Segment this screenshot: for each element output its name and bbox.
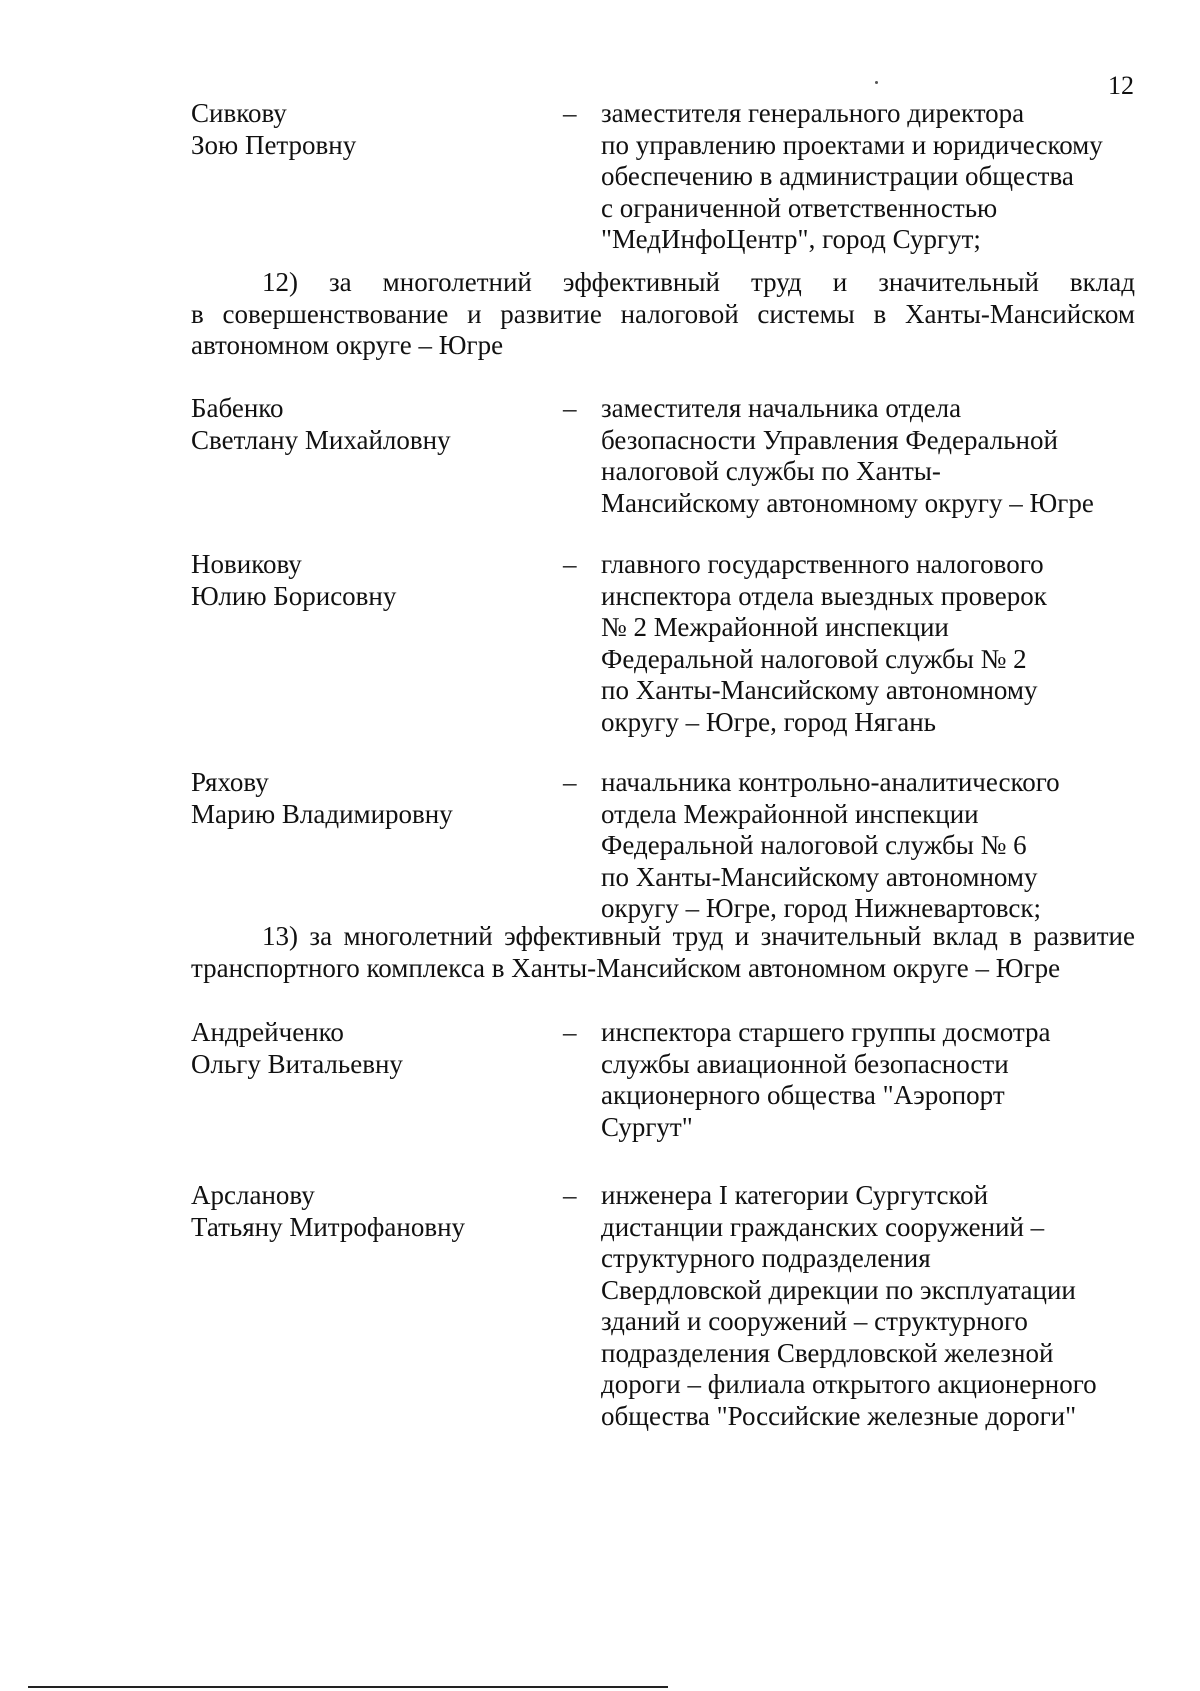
dash-separator: – [563,98,577,128]
recipient-name [191,393,531,456]
scan-speck [875,81,878,84]
position-line: заместителя начальника отдела [601,393,962,423]
dash-separator: – [563,1017,577,1047]
position-line: заместителя генерального директора [601,98,1025,128]
position-line: структурного подразделения [601,1243,931,1273]
position-line: Свердловской дирекции по эксплуатации [601,1274,1076,1305]
section-13-heading [191,921,1135,984]
position-line: округу – Югре, город Нижневартовск; [601,893,1041,923]
position-line: "МедИнфоЦентр", город Сургут; [601,224,981,254]
position-line: начальника контрольно-аналитического [601,767,1060,797]
recipient-surname: Бабенко [191,393,284,423]
position-line: № 2 Межрайонной инспекции [601,612,949,642]
position-line: подразделения Свердловской железной [601,1337,1054,1368]
section-12-line-3: автономном округе – Югре [191,330,504,360]
position-line: акционерного общества "Аэропорт [601,1080,1005,1110]
recipient-given-names: Марию Владимировну [191,798,453,829]
page-number: 12 [1108,71,1134,100]
dash-separator: – [563,1180,577,1210]
position-line: Сургут" [601,1111,693,1142]
position-line: налоговой службы по Ханты- [601,456,941,486]
position-line: отдела Межрайонной инспекции [601,798,979,829]
recipient-position [601,1180,1161,1432]
recipient-surname: Сивкову [191,98,287,128]
recipient-name [191,98,531,161]
position-line: службы авиационной безопасности [601,1048,1009,1079]
section-13-line-1: 13) за многолетний эффективный труд и значительный вклад в развитие [262,921,1135,951]
recipient-surname: Андрейченко [191,1017,344,1047]
position-line: безопасности Управления Федеральной [601,424,1058,455]
position-line: по Ханты-Мансийскому автономному [601,675,1038,705]
position-line: инженера I категории Сургутской [601,1180,989,1210]
recipient-name [191,1017,531,1080]
section-12-line-1: 12) за многолетний эффективный труд и значительный вклад [262,267,1135,297]
position-line: инспектора старшего группы досмотра [601,1017,1051,1047]
position-line: обеспечению в администрации общества [601,161,1074,191]
recipient-position [601,393,1161,519]
position-line: дороги – филиала открытого акционерного [601,1369,1097,1399]
section-13-line-2: транспортного комплекса в Ханты-Мансийском автономном округе – Югре [191,952,1061,983]
recipient-name [191,767,531,830]
section-12-line-2: в совершенствование и развитие налоговой системы в Ханты-Мансийском [191,298,1135,329]
recipient-given-names: Зою Петровну [191,129,357,160]
recipient-given-names: Татьяну Митрофановну [191,1211,466,1242]
section-12-heading [191,267,1135,362]
position-line: Мансийскому автономному округу – Югре [601,487,1094,518]
recipient-given-names: Юлию Борисовну [191,580,397,611]
recipient-position [601,98,1161,256]
recipient-position [601,1017,1161,1143]
recipient-surname: Арсланову [191,1180,315,1210]
recipient-name [191,549,531,612]
dash-separator: – [563,767,577,797]
position-line: дистанции гражданских сооружений – [601,1211,1045,1242]
dash-separator: – [563,393,577,423]
position-line: Федеральной налоговой службы № 2 [601,643,1027,674]
recipient-position [601,549,1161,738]
position-line: Федеральной налоговой службы № 6 [601,830,1027,860]
footer-rule [28,1686,668,1688]
position-line: общества "Российские железные дороги" [601,1400,1077,1431]
recipient-name [191,1180,531,1243]
position-line: зданий и сооружений – структурного [601,1306,1028,1336]
recipient-given-names: Светлану Михайловну [191,424,451,455]
position-line: инспектора отдела выездных проверок [601,580,1047,611]
position-line: округу – Югре, город Нягань [601,706,936,737]
recipient-position [601,767,1161,925]
recipient-given-names: Ольгу Витальевну [191,1048,403,1079]
position-line: по Ханты-Мансийскому автономному [601,861,1038,892]
position-line: с ограниченной ответственностью [601,192,998,223]
recipient-surname: Новикову [191,549,302,579]
recipient-surname: Ряхову [191,767,269,797]
position-line: по управлению проектами и юридическому [601,129,1103,160]
position-line: главного государственного налогового [601,549,1044,579]
dash-separator: – [563,549,577,579]
